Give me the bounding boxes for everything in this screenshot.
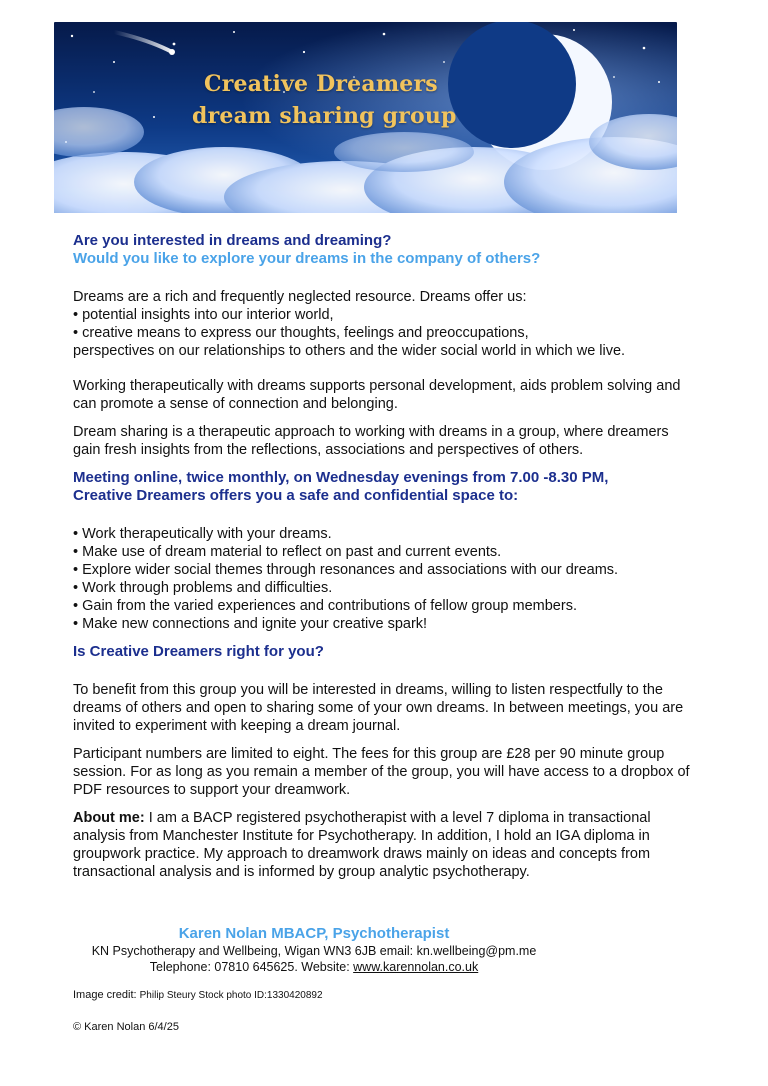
meeting-heading-line1: Meeting online, twice monthly, on Wednesday evenings from 7.00 -8.30 PM, xyxy=(73,469,609,486)
list-item: • Make use of dream material to reflect on past and current events. xyxy=(73,543,693,561)
banner-title-line1: Creative Dreamers xyxy=(204,71,438,97)
list-item: • Make new connections and ignite your creative spark! xyxy=(73,615,693,633)
contact-address-email: KN Psychotherapy and Wellbeing, Wigan WN3 6JB email: kn.wellbeing@pm.me xyxy=(91,944,537,958)
about-me-paragraph xyxy=(73,809,693,881)
banner-title-line2: dream sharing group xyxy=(192,103,457,129)
list-item: • Work therapeutically with your dreams. xyxy=(73,525,693,543)
intro-question-1: Are you interested in dreams and dreaming? xyxy=(73,232,392,249)
contact-phone-website xyxy=(0,959,628,975)
banner-title xyxy=(192,68,504,132)
author-name: Karen Nolan MBACP, Psychotherapist xyxy=(178,925,450,942)
image-credit-text: Philip Steury Stock photo ID:1330420892 xyxy=(139,990,323,1001)
main-content xyxy=(73,232,693,881)
intro-question-2: Would you like to explore your dreams in the company of others? xyxy=(73,250,541,267)
about-me-text: I am a BACP registered psychotherapist with a level 7 diploma in transactional analysis from Manchester Institute for Psychotherapy. In addition, I hold an IGA diploma in groupwork practice. My approach to dreamwork draws mainly on ideas and concepts from transactional analysis and is informed by group analytic psychotherapy. xyxy=(73,810,651,880)
dreams-benefit-item: • creative means to express our thoughts, feelings and preoccupations, xyxy=(73,324,693,342)
image-credit-label: Image credit: xyxy=(73,989,140,1001)
about-me-label: About me: xyxy=(73,810,145,826)
image-credit xyxy=(73,988,323,1003)
copyright-notice: © Karen Nolan 6/4/25 xyxy=(73,1021,179,1033)
contact-footer xyxy=(0,925,628,975)
fees-paragraph: Participant numbers are limited to eight. The fees for this group are £28 per 90 minute group session. For as long as you remain a member of the group, you will have access to a dropbox of PDF resources to support your dreamwork. xyxy=(73,746,690,798)
header-banner-image xyxy=(54,22,677,213)
website-link[interactable]: www.karennolan.co.uk xyxy=(353,960,479,974)
list-item: • Work through problems and difficulties. xyxy=(73,579,693,597)
benefit-paragraph: To benefit from this group you will be interested in dreams, willing to listen respectfully to the dreams of others and open to sharing some of your own dreams. In between meetings, you are invited to experiment with keeping a dream journal. xyxy=(73,682,684,734)
meeting-heading-line2: Creative Dreamers offers you a safe and confidential space to: xyxy=(73,487,519,504)
list-item: • Gain from the varied experiences and contributions of fellow group members. xyxy=(73,597,693,615)
right-for-you-heading: Is Creative Dreamers right for you? xyxy=(73,643,324,660)
phone-text: Telephone: 07810 645625. Website: xyxy=(149,960,354,974)
working-with-dreams-paragraph: Working therapeutically with dreams supports personal development, aids problem solving and can promote a sense of connection and belonging. xyxy=(73,378,681,412)
dreams-benefit-item: • potential insights into our interior world, xyxy=(73,306,693,324)
list-item: • Explore wider social themes through resonances and associations with our dreams. xyxy=(73,561,693,579)
dream-sharing-paragraph: Dream sharing is a therapeutic approach to working with dreams in a group, where dreamers gain fresh insights from the reflections, associations and perspectives of others. xyxy=(73,424,669,458)
dreams-intro-text: Dreams are a rich and frequently neglected resource. Dreams offer us: xyxy=(73,289,527,305)
dreams-benefit-tail: perspectives on our relationships to others and the wider social world in which we live. xyxy=(73,343,626,359)
meeting-benefits-list xyxy=(73,525,693,633)
